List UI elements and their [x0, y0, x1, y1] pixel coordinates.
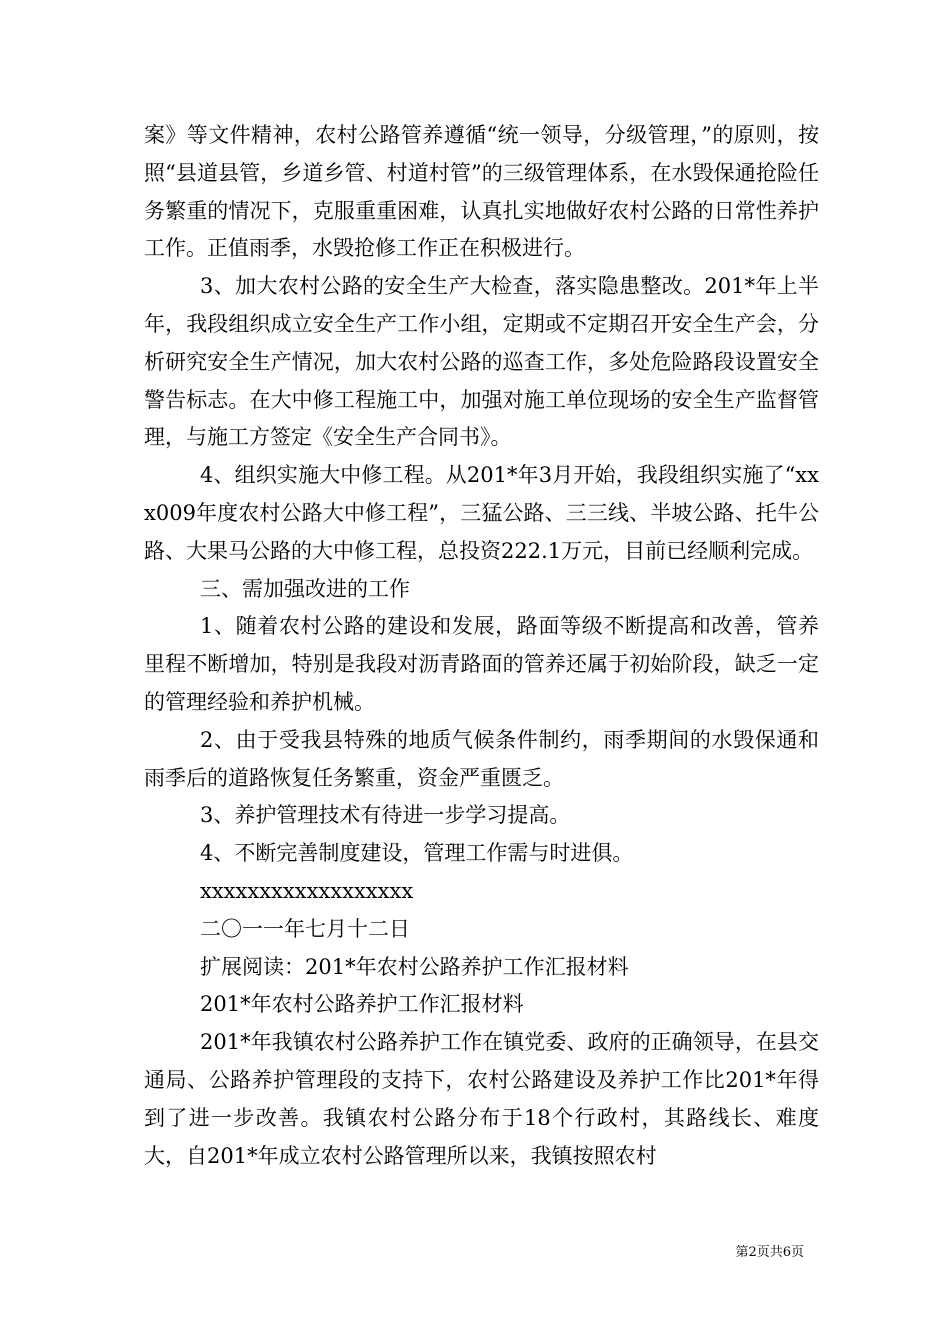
page-number-footer: 第2页共6页: [735, 1245, 804, 1260]
document-body: [144, 117, 819, 1175]
paragraph: 扩展阅读：201*年农村公路养护工作汇报材料: [200, 954, 629, 979]
paragraph: xxxxxxxxxxxxxxxxxx: [200, 878, 414, 903]
paragraph: 3、加大农村公路的安全生产大检查，落实隐患整改。201*年上半年，我段组织成立安全生产工作小组，定期或不定期召开安全生产会，分析研究安全生产情况，加大农村公路的巡查工作，多处危险路段设置安全警告标志。在大中修工程施工中，加强对施工单位现场的安全生产监督管理，与施工方签定《安全生产合同书》。: [144, 274, 819, 450]
paragraph: 4、组织实施大中修工程。从201*年3月开始，我段组织实施了“xxx009年度农村公路大中修工程”，三猛公路、三三线、半坡公路、托牛公路、大果马公路的大中修工程，总投资222.1万元，目前已经顺利完成。: [144, 463, 819, 563]
paragraph: 二〇一一年七月十二日: [200, 916, 410, 941]
paragraph: 3、养护管理技术有待进一步学习提高。: [200, 803, 571, 828]
paragraph: 2、由于受我县特殊的地质气候条件制约，雨季期间的水毁保通和雨季后的道路恢复任务繁重，资金严重匮乏。: [144, 727, 819, 790]
paragraph: 201*年我镇农村公路养护工作在镇党委、政府的正确领导，在县交通局、公路养护管理段的支持下，农村公路建设及养护工作比201*年得到了进一步改善。我镇农村公路分布于18个行政村，其路线长、难度大，自201*年成立农村公路管理所以来，我镇按照农村: [144, 1030, 819, 1168]
paragraph: 案》等文件精神，农村公路管养遵循“统一领导，分级管理，”的原则，按照“县道县管，乡道乡管、村道村管”的三级管理体系，在水毁保通抢险任务繁重的情况下，克服重重困难，认真扎实地做好农村公路的日常性养护工作。正值雨季，水毁抢修工作正在积极进行。: [144, 123, 819, 261]
paragraph: 1、随着农村公路的建设和发展，路面等级不断提高和改善，管养里程不断增加，特别是我段对沥青路面的管养还属于初始阶段，缺乏一定的管理经验和养护机械。: [144, 614, 819, 714]
paragraph: 201*年农村公路养护工作汇报材料: [200, 992, 524, 1017]
paragraph: 三、需加强改进的工作: [200, 576, 410, 601]
paragraph: 4、不断完善制度建设，管理工作需与时进俱。: [200, 841, 634, 866]
